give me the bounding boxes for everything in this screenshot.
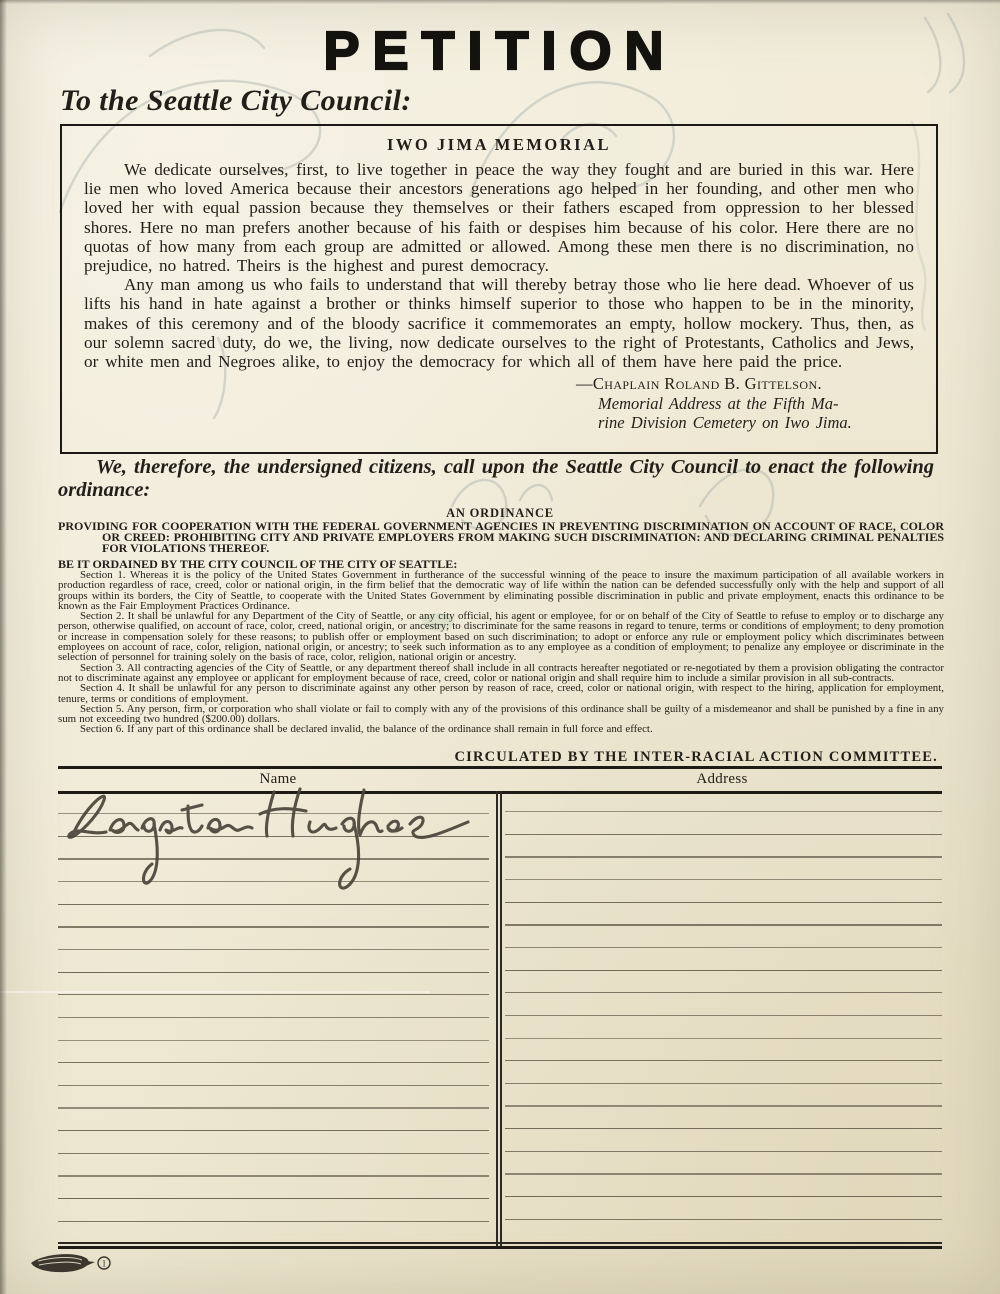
call-to-action: We, therefore, the undersigned citizens, call upon the Seattle City Council to enact the following ordinance: <box>58 456 934 501</box>
signature-line <box>505 1060 942 1061</box>
ordinance-section-5: Section 5. Any person, firm, or corporation who shall violate or fail to comply with any of the provisions of this ordinance shall be guilty of a misdemeanor and shall be punished by a fine in any sum not exceeding two hundred ($200.00) dollars. <box>58 702 944 726</box>
signature-table <box>58 766 942 1250</box>
table-bottom-rule <box>58 1246 942 1249</box>
ordinance-preamble: PROVIDING FOR COOPERATION WITH THE FEDERAL GOVERNMENT AGENCIES IN PREVENTING DISCRIMINATION ON ACCOUNT OF RACE, COLOR OR CREED: PROHIBITING CITY AND PRIVATE EMPLOYERS FROM MAKING SUCH DISCRIMINATION: AND DECLARING CRIMINAL PENALTIES FOR VIOLATIONS THEREOF. <box>58 519 944 555</box>
union-printer-label <box>28 1249 128 1275</box>
ordinance-section-4: Section 4. It shall be unlawful for any person to discriminate against any other person by reason of race, creed, color or national origin, with respect to the hiring, application for employment, tenure, terms or conditions of employment. <box>58 682 944 705</box>
memorial-paragraph-2: Any man among us who fails to understand that will thereby betray those who lie here dead. Whoever of us lifts his hand in hate against a brother or thinks himself superior to those who happen to be in the minority, makes of this ceremony and of the bloody sacrifice it commemorates an empty, hollow mockery. Thus, then, as our solemn sacred duty, do we, the living, now dedicate ourselves to the right of Protestants, Catholics and Jews, or white men and Negroes alike, to enjoy the democracy for which all of them have here paid the price. <box>84 275 914 372</box>
signature-line <box>505 1151 942 1152</box>
signature-line <box>505 1128 942 1129</box>
signature-line <box>505 947 942 948</box>
circulated-by: CIRCULATED BY THE INTER-RACIAL ACTION COMMITTEE. <box>454 749 938 765</box>
attribution-name: —Chaplain Roland B. Gittelson. <box>576 374 823 394</box>
memorial-box <box>60 124 938 454</box>
union-label-number: 1 <box>101 1258 107 1269</box>
signature-line <box>58 1175 489 1176</box>
signature-line <box>58 1153 489 1154</box>
signature-line <box>58 926 489 927</box>
table-divider <box>496 791 498 1249</box>
signature-line <box>505 834 942 835</box>
union-bug-icon <box>31 1254 89 1272</box>
enacting-clause: BE IT ORDAINED BY THE CITY COUNCIL OF THE CITY OF SEATTLE: <box>58 557 458 571</box>
signature-line <box>505 1038 942 1039</box>
signature-line <box>58 1221 489 1222</box>
signature-line <box>58 949 489 950</box>
signature-line <box>505 1173 942 1174</box>
signature-line <box>505 1219 942 1220</box>
signature-line <box>58 1107 489 1108</box>
table-divider <box>500 791 502 1249</box>
ordinance-heading: AN ORDINANCE <box>446 506 554 520</box>
page-title: PETITION <box>323 21 677 81</box>
ordinance-section-3: Section 3. All contracting agencies of the City of Seattle, or any department thereof shall include in all contracts hereafter negotiated or re-negotiated by them a provision obligating the contractor not to discriminate against any employee or applicant for employment because of race, creed, color or national origin and shall require him to include a similar provision in all sub-contracts. <box>58 661 944 684</box>
signature-line <box>58 1017 489 1018</box>
memorial-paragraph-1: We dedicate ourselves, first, to live together in peace the way they fought and are buried in this war. Here lie men who loved America because their ancestors generations ago helped in her founding, and other men who loved her with equal passion because they themselves or their fathers escaped from oppression to her blessed shores. Here no man prefers another because of his faith or despises him because of his color. Here there are no quotas of how many from each group are admitted or allowed. Among these men there is no discrimination, no prejudice, no hatred. Theirs is the highest and purest democracy. <box>84 160 914 276</box>
signature-langston-hughes <box>60 784 480 914</box>
signature-line <box>505 902 942 903</box>
ordinance-section-1: Section 1. Whereas it is the policy of the United States Government in furtherance of the successful winning of the peace to insure the maximum participation of all available workers in production regardless of race, creed, color or national origin, in the firm belief that the democratic way of life within the nation can be defended successfully only with the help and support of all groups within its borders, the City of Seattle, to cooperate with the United States Government by eliminating possible discrimination in public and private employment, enacts this ordinance to be known as the Fair Employment Practices Ordinance. <box>58 569 944 612</box>
signature-line <box>58 972 489 973</box>
signature-line <box>505 924 942 925</box>
signature-line <box>505 1015 942 1016</box>
table-top-rule <box>58 766 942 769</box>
attribution-source-line-1: Memorial Address at the Fifth Ma- <box>598 394 839 414</box>
salutation: To the Seattle City Council: <box>60 84 412 117</box>
signature-line <box>58 994 489 995</box>
signature-line <box>505 811 942 812</box>
signature-line <box>58 1130 489 1131</box>
column-header-address: Address <box>696 771 748 787</box>
signature-line <box>505 856 942 857</box>
signature-line <box>505 879 942 880</box>
column-header-name: Name <box>259 771 297 787</box>
signature-line <box>58 1085 489 1086</box>
ordinance-section-6: Section 6. If any part of this ordinance shall be declared invalid, the balance of the ordinance shall remain in full force and effect. <box>80 723 653 736</box>
attribution-source-line-2: rine Division Cemetery on Iwo Jima. <box>598 413 852 433</box>
fold-crease <box>0 991 430 993</box>
ordinance-section-2: Section 2. It shall be unlawful for any Department of the City of Seattle, or any city official, his agent or employee, for or on behalf of the City of Seattle to refuse to employ or to discharge any person, otherwise qualified, on account of race, color, creed, national origin, or ancestry; to discriminate for the same reasons in regard to tenure, terms or conditions of employment; to deny promotion or increase in compensation solely for these reasons; to publish offer or employment based on such discrimination; to adopt or enforce any rule or employment policy which discriminates between employees on account of race, color, religion, national origin, or ancestry; to seek such information as to any employee as a condition of employment; to penalize any employee or discriminate in the selection of personnel for training solely on the basis of race, color, religion, national origin or ancestry. <box>58 610 944 664</box>
memorial-heading: IWO JIMA MEMORIAL <box>387 135 611 154</box>
signature-line <box>58 1040 489 1041</box>
attribution-source <box>598 394 914 432</box>
signature-line <box>505 1105 942 1106</box>
ordinance-sections <box>58 570 944 735</box>
signature-line <box>58 1198 489 1199</box>
signature-line <box>505 970 942 971</box>
signature-line <box>505 1083 942 1084</box>
signature-line <box>505 992 942 993</box>
table-bottom-rule <box>58 1242 942 1244</box>
signature-line <box>505 1196 942 1197</box>
signature-line <box>58 1062 489 1063</box>
memorial-attribution <box>576 374 914 432</box>
